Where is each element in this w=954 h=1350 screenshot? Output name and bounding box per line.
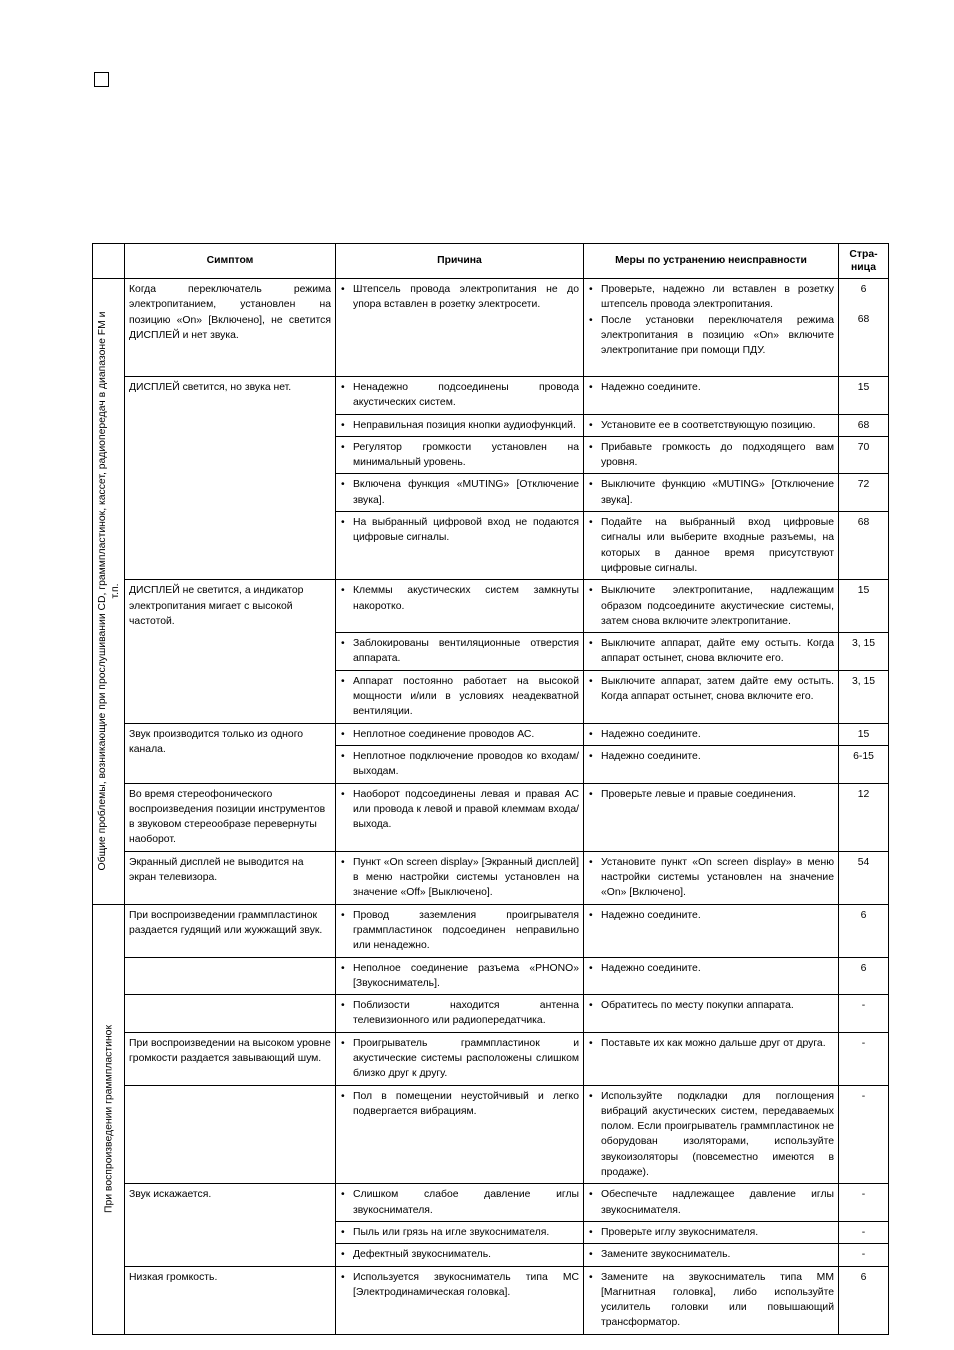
remedy-item: • Замените звукосниматель. [588, 1247, 834, 1262]
remedy-item: • Прибавьте громкость до подходящего вам уровня. [588, 440, 834, 471]
table-row [93, 1032, 889, 1085]
symptom-cell: ДИСПЛЕЙ светится, но звука нет. [125, 377, 336, 580]
symptom-cell: Звук искажается. [125, 1184, 336, 1266]
remedy-item: • Обеспечьте надлежащее давление иглы звукоснимателя. [588, 1187, 834, 1218]
remedy-cell [584, 723, 839, 745]
page-cell: - [839, 1221, 889, 1243]
symptom-cell: Во время стереофонического воспроизведения позиции инструментов в звуковом стереообразе перевернуты наоборот. [125, 783, 336, 851]
cause-item: • Используется звукосниматель типа МС [Электродинамическая головка]. [340, 1270, 579, 1301]
header-cause: Причина [336, 244, 584, 279]
cause-cell [336, 1221, 584, 1243]
remedy-cell [584, 1032, 839, 1085]
remedy-cell [584, 670, 839, 723]
remedy-item: • Выключите функцию «MUTING» [Отключение звука]. [588, 477, 834, 508]
cause-item: • Пол в помещении неустойчивый и легко подвергается вибрациям. [340, 1089, 579, 1120]
cause-cell [336, 474, 584, 512]
remedy-cell [584, 1184, 839, 1222]
cause-cell [336, 783, 584, 851]
cause-cell [336, 995, 584, 1033]
remedy-cell [584, 436, 839, 474]
table-header-row [93, 244, 889, 279]
page-cell: 15 [839, 723, 889, 745]
symptom-cell: Низкая громкость. [125, 1266, 336, 1334]
header-side-blank [93, 244, 125, 279]
table-row [93, 580, 889, 633]
remedy-item: • Выключите аппарат, дайте ему остыть. Когда аппарат остынет, снова включите его. [588, 636, 834, 667]
cause-cell [336, 745, 584, 783]
cause-cell [336, 1184, 584, 1222]
table-row [93, 377, 889, 415]
symptom-cell [125, 995, 336, 1033]
cause-cell [336, 957, 584, 995]
page-cell: 70 [839, 436, 889, 474]
symptom-cell [125, 1085, 336, 1184]
symptom-cell: При воспроизведении граммпластинок раздается гудящий или жужжащий звук. [125, 904, 336, 957]
symptom-cell: При воспроизведении на высоком уровне громкости раздается завывающий шум. [125, 1032, 336, 1085]
section-label-general [93, 279, 125, 905]
table-row [93, 957, 889, 995]
symptom-cell: Звук производится только из одного канала. [125, 723, 336, 783]
cause-cell [336, 904, 584, 957]
page-cell: 6 [839, 1266, 889, 1334]
remedy-item: • Замените на звукосниматель типа ММ [Магнитная головка], либо используйте усилитель головки или повышающий трансформатор. [588, 1270, 834, 1331]
symptom-cell: Экранный дисплей не выводится на экран телевизора. [125, 851, 336, 904]
page-cell: - [839, 1085, 889, 1184]
page-cell: 6-15 [839, 745, 889, 783]
cause-item: • Слишком слабое давление иглы звукоснимателя. [340, 1187, 579, 1218]
cause-item: • Неполное соединение разъема «PHONO» [Звукосниматель]. [340, 961, 579, 992]
cause-cell [336, 851, 584, 904]
cause-item: • Наоборот подсоединены левая и правая АС или провода к левой и правой клеммам входа/выхода. [340, 787, 579, 833]
cause-cell [336, 512, 584, 580]
remedy-cell [584, 957, 839, 995]
cause-item: • Неплотное подключение проводов ко входам/выходам. [340, 749, 579, 780]
remedy-cell [584, 377, 839, 415]
header-remedy: Меры по устранению неисправности [584, 244, 839, 279]
section-label-records [93, 904, 125, 1334]
remedy-item: • Выключите аппарат, затем дайте ему остыть. Когда аппарат остынет, снова включите его. [588, 674, 834, 705]
page-cell: 68 [839, 414, 889, 436]
page-cell: 15 [839, 377, 889, 415]
table-row [93, 723, 889, 745]
table-row [93, 1184, 889, 1222]
cause-cell [336, 723, 584, 745]
remedy-cell [584, 580, 839, 633]
remedy-cell [584, 633, 839, 671]
remedy-item: • Поставьте их как можно дальше друг от друга. [588, 1036, 834, 1051]
header-page: Стра- ница [839, 244, 889, 279]
cause-cell [336, 670, 584, 723]
remedy-cell [584, 783, 839, 851]
cause-item: • Штепсель провода электропитания не до упора вставлен в розетку электросети. [340, 282, 579, 313]
cause-item: • Пункт «On screen display» [Экранный дисплей] в меню настройки системы установлен на значение «Off» [Выключено]. [340, 855, 579, 901]
remedy-cell [584, 1221, 839, 1243]
cause-cell [336, 1266, 584, 1334]
cause-cell [336, 436, 584, 474]
section-label-text: Общие проблемы, возникающие при прослушивании CD, граммпластинок, кассет, радиопередач в диапазоне FM и т.п. [96, 311, 121, 871]
table-row [93, 1266, 889, 1334]
remedy-cell [584, 474, 839, 512]
remedy-cell [584, 995, 839, 1033]
page-cell: 54 [839, 851, 889, 904]
remedy-item: • Надежно соедините. [588, 380, 834, 395]
page-cell: 6 [839, 904, 889, 957]
remedy-cell [584, 1266, 839, 1334]
page-cell [839, 279, 889, 377]
remedy-cell [584, 904, 839, 957]
remedy-cell [584, 414, 839, 436]
cause-cell [336, 1085, 584, 1184]
symptom-cell: Когда переключатель режима электропитанием, установлен на позицию «On» [Включено], не светится ДИСПЛЕЙ и нет звука. [125, 279, 336, 377]
cause-item: • Неправильная позиция кнопки аудиофункций. [340, 418, 579, 433]
remedy-cell [584, 1085, 839, 1184]
page-cell: 3, 15 [839, 633, 889, 671]
cause-item: • Включена функция «MUTING» [Отключение звука]. [340, 477, 579, 508]
cause-cell [336, 1244, 584, 1266]
remedy-item: • Надежно соедините. [588, 908, 834, 923]
table-row [93, 783, 889, 851]
cause-item: • Аппарат постоянно работает на высокой мощности и/или в условиях неадекватной вентиляции. [340, 674, 579, 720]
table-row [93, 904, 889, 957]
cause-item: • Неплотное соединение проводов АС. [340, 727, 579, 742]
table-row [93, 279, 889, 377]
table-row [93, 1085, 889, 1184]
remedy-item: • Проверьте иглу звукоснимателя. [588, 1225, 834, 1240]
remedy-item: • Установите пункт «On screen display» в меню настройки системы установлен на значение «On» [Включено]. [588, 855, 834, 901]
page-cell: 72 [839, 474, 889, 512]
cause-cell [336, 279, 584, 377]
page-cell: 15 [839, 580, 889, 633]
page-cell: - [839, 1244, 889, 1266]
remedy-cell [584, 851, 839, 904]
symptom-cell: ДИСПЛЕЙ не светится, а индикатор электропитания мигает с высокой частотой. [125, 580, 336, 723]
cause-item: • Клеммы акустических систем замкнуты накоротко. [340, 583, 579, 614]
cause-cell [336, 1032, 584, 1085]
corner-checkbox-mark [94, 72, 109, 87]
remedy-item: • Выключите электропитание, надлежащим образом подсоедините акустические системы, затем снова включите электропитание. [588, 583, 834, 629]
remedy-item: • Используйте подкладки для поглощения вибраций акустических систем, передаваемых полом. Если проигрыватель граммпластинок не оборудован изоляторами, используйте звукоизоляторы (повсеместно имеются в продаже). [588, 1089, 834, 1181]
cause-item: • Регулятор громкости установлен на минимальный уровень. [340, 440, 579, 471]
remedy-item: • Надежно соедините. [588, 749, 834, 764]
remedy-item: • Надежно соедините. [588, 727, 834, 742]
cause-item: • Ненадежно подсоединены провода акустических систем. [340, 380, 579, 411]
cause-cell [336, 633, 584, 671]
cause-cell [336, 580, 584, 633]
cause-item: • Провод заземления проигрывателя граммпластинок подсоединен неправильно или ненадежно. [340, 908, 579, 954]
cause-item: • Проигрыватель граммпластинок и акустические системы расположены слишком близко друг к другу. [340, 1036, 579, 1082]
remedy-cell [584, 512, 839, 580]
table-row [93, 851, 889, 904]
remedy-item: • Проверьте левые и правые соединения. [588, 787, 834, 802]
page-cell: 6 [839, 957, 889, 995]
remedy-cell [584, 745, 839, 783]
page-cell: - [839, 1184, 889, 1222]
remedy-item: • Установите ее в соответствующую позицию. [588, 418, 834, 433]
cause-item: • Пыль или грязь на игле звукоснимателя. [340, 1225, 579, 1240]
cause-item: • На выбранный цифровой вход не подаются цифровые сигналы. [340, 515, 579, 546]
remedy-item: • Обратитесь по месту покупки аппарата. [588, 998, 834, 1013]
remedy-cell [584, 1244, 839, 1266]
remedy-item: • Надежно соедините. [588, 961, 834, 976]
page-cell: - [839, 995, 889, 1033]
section-label-text: При воспроизведении граммпластинок [103, 1025, 114, 1214]
symptom-cell [125, 957, 336, 995]
page-ref: 68 [857, 314, 870, 326]
troubleshooting-table [92, 243, 889, 1335]
page-ref: 6 [860, 284, 867, 295]
header-symptom: Симптом [125, 244, 336, 279]
cause-item: • Поблизости находится антенна телевизионного или радиопередатчика. [340, 998, 579, 1029]
page-cell: 68 [839, 512, 889, 580]
remedy-item: • После установки переключателя режима электропитания в позицию «On» включите электропитание при помощи ПДУ. [588, 313, 834, 359]
page-cell: 12 [839, 783, 889, 851]
cause-item: • Дефектный звукосниматель. [340, 1247, 579, 1262]
page-cell: - [839, 1032, 889, 1085]
table-row [93, 995, 889, 1033]
remedy-item: • Проверьте, надежно ли вставлен в розетку штепсель провода электропитания. [588, 282, 834, 313]
page-cell: 3, 15 [839, 670, 889, 723]
remedy-cell [584, 279, 839, 377]
cause-cell [336, 414, 584, 436]
cause-item: • Заблокированы вентиляционные отверстия аппарата. [340, 636, 579, 667]
remedy-item: • Подайте на выбранный вход цифровые сигналы или выберите входные разъемы, на которых в данное время присутствуют цифровые сигналы. [588, 515, 834, 576]
cause-cell [336, 377, 584, 415]
